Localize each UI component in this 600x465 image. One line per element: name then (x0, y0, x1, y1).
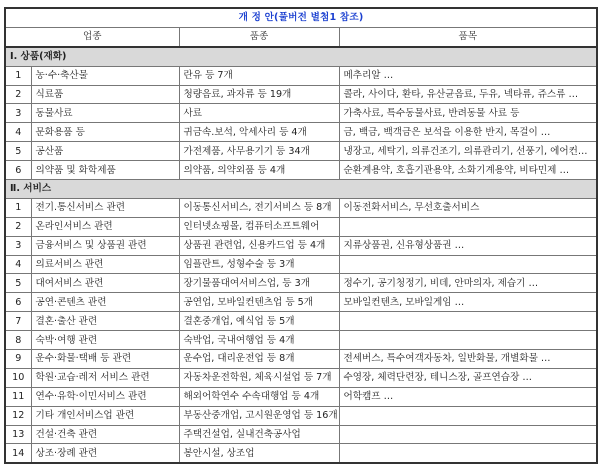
row-category: 운수·화물·택배 등 관련 (31, 350, 179, 369)
row-number: 3 (5, 236, 31, 255)
row-kind: 주택건설업, 실내건축공사업 (179, 425, 339, 444)
section-label: Ⅰ. 상품(재화) (5, 47, 597, 66)
table-row (5, 368, 597, 387)
row-category: 식료품 (31, 85, 179, 104)
row-items (339, 425, 597, 444)
title-row (5, 8, 597, 27)
row-items: 냉장고, 세탁기, 의류건조기, 의류관리기, 선풍기, 에어컨… (339, 142, 597, 161)
table-row (5, 406, 597, 425)
row-number: 3 (5, 104, 31, 123)
row-number: 5 (5, 142, 31, 161)
row-items: 어학캠프 … (339, 387, 597, 406)
row-category: 대여서비스 관련 (31, 274, 179, 293)
row-items: 모바일컨텐츠, 모바일게임 … (339, 293, 597, 312)
row-category: 상조·장례 관련 (31, 444, 179, 463)
row-kind: 귀금속.보석, 악세사리 등 4개 (179, 123, 339, 142)
table-row (5, 255, 597, 274)
row-category: 의약품 및 화학제품 (31, 161, 179, 180)
row-category: 문화용품 등 (31, 123, 179, 142)
row-kind: 의약품, 의약외품 등 4개 (179, 161, 339, 180)
row-kind: 부동산중개업, 고시원운영업 등 16개 (179, 406, 339, 425)
row-items (339, 444, 597, 463)
header-kind: 품종 (179, 27, 339, 46)
row-category: 학원·교습·레저 서비스 관련 (31, 368, 179, 387)
table-row (5, 85, 597, 104)
row-number: 13 (5, 425, 31, 444)
row-items: 가축사료, 특수동물사료, 반려동물 사료 등 (339, 104, 597, 123)
row-items (339, 331, 597, 350)
table-row (5, 198, 597, 217)
row-items (339, 217, 597, 236)
row-category: 공연·콘텐츠 관련 (31, 293, 179, 312)
table-row (5, 142, 597, 161)
row-number: 4 (5, 255, 31, 274)
header-row (5, 27, 597, 46)
row-items (339, 312, 597, 331)
table-row (5, 350, 597, 369)
row-number: 2 (5, 85, 31, 104)
section-row (5, 47, 597, 66)
row-category: 동물사료 (31, 104, 179, 123)
row-category: 연수·유학·이민서비스 관련 (31, 387, 179, 406)
row-number: 1 (5, 198, 31, 217)
revision-table (4, 7, 598, 464)
table-row (5, 387, 597, 406)
row-category: 결혼·출산 관련 (31, 312, 179, 331)
row-category: 전기.통신서비스 관련 (31, 198, 179, 217)
row-kind: 장기물품대여서비스업, 등 3개 (179, 274, 339, 293)
row-category: 온라인서비스 관련 (31, 217, 179, 236)
row-number: 5 (5, 274, 31, 293)
row-number: 7 (5, 312, 31, 331)
row-number: 14 (5, 444, 31, 463)
row-kind: 사료 (179, 104, 339, 123)
row-items: 메추리알 … (339, 66, 597, 85)
header-category: 업종 (5, 27, 179, 46)
table-row (5, 236, 597, 255)
table-row (5, 161, 597, 180)
row-kind: 인터넷쇼핑몰, 컴퓨터소프트웨어 (179, 217, 339, 236)
table-row (5, 123, 597, 142)
row-items: 지류상품권, 신유형상품권 … (339, 236, 597, 255)
row-kind: 봉안시설, 상조업 (179, 444, 339, 463)
row-number: 6 (5, 161, 31, 180)
row-number: 12 (5, 406, 31, 425)
table-row (5, 274, 597, 293)
row-kind: 운수업, 대리운전업 등 8개 (179, 350, 339, 369)
row-kind: 가전제품, 사무용기기 등 34개 (179, 142, 339, 161)
row-kind: 숙박업, 국내여행업 등 4개 (179, 331, 339, 350)
section-row (5, 180, 597, 199)
row-category: 금융서비스 및 상품권 관련 (31, 236, 179, 255)
row-kind: 해외어학연수 수속대행업 등 4개 (179, 387, 339, 406)
row-items: 순환계용약, 호흡기관용약, 소화기계용약, 비타민제 … (339, 161, 597, 180)
table-row (5, 444, 597, 463)
row-kind: 이동통신서비스, 전기서비스 등 8개 (179, 198, 339, 217)
row-kind: 공연업, 모바일컨텐츠업 등 5개 (179, 293, 339, 312)
row-number: 2 (5, 217, 31, 236)
row-items: 콜라, 사이다, 환타, 유산균음료, 두유, 넥타류, 쥬스류 … (339, 85, 597, 104)
row-category: 건설·건축 관련 (31, 425, 179, 444)
row-kind: 결혼중개업, 예식업 등 5개 (179, 312, 339, 331)
table-title: 개 정 안(풀버전 별첨1 참조) (5, 8, 597, 27)
row-number: 8 (5, 331, 31, 350)
section-label: Ⅱ. 서비스 (5, 180, 597, 199)
table-row (5, 293, 597, 312)
row-number: 9 (5, 350, 31, 369)
table-row (5, 331, 597, 350)
row-items: 이동전화서비스, 무선호출서비스 (339, 198, 597, 217)
row-items: 수영장, 체력단련장, 테니스장, 골프연습장 … (339, 368, 597, 387)
table-row (5, 104, 597, 123)
row-number: 11 (5, 387, 31, 406)
table-row (5, 425, 597, 444)
row-items: 정수기, 공기청정기, 비데, 안마의자, 제습기 … (339, 274, 597, 293)
row-number: 1 (5, 66, 31, 85)
row-category: 의료서비스 관련 (31, 255, 179, 274)
row-category: 농·수·축산물 (31, 66, 179, 85)
row-kind: 자동차운전학원, 체육시설업 등 7개 (179, 368, 339, 387)
table-row (5, 217, 597, 236)
row-category: 공산품 (31, 142, 179, 161)
row-number: 10 (5, 368, 31, 387)
row-category: 기타 개인서비스업 관련 (31, 406, 179, 425)
row-category: 숙박·여행 관련 (31, 331, 179, 350)
header-items: 품목 (339, 27, 597, 46)
row-items: 전세버스, 특수여객자동차, 일반화물, 개별화물 … (339, 350, 597, 369)
table-row (5, 66, 597, 85)
table-row (5, 312, 597, 331)
row-kind: 청량음료, 과자류 등 19개 (179, 85, 339, 104)
row-number: 4 (5, 123, 31, 142)
row-kind: 란유 등 7개 (179, 66, 339, 85)
row-number: 6 (5, 293, 31, 312)
row-items: 금, 백금, 백객금은 보석을 이용한 반지, 목걸이 … (339, 123, 597, 142)
row-items (339, 255, 597, 274)
row-kind: 임플란트, 성형수술 등 3개 (179, 255, 339, 274)
row-items (339, 406, 597, 425)
row-kind: 상품권 관련업, 신용카드업 등 4개 (179, 236, 339, 255)
